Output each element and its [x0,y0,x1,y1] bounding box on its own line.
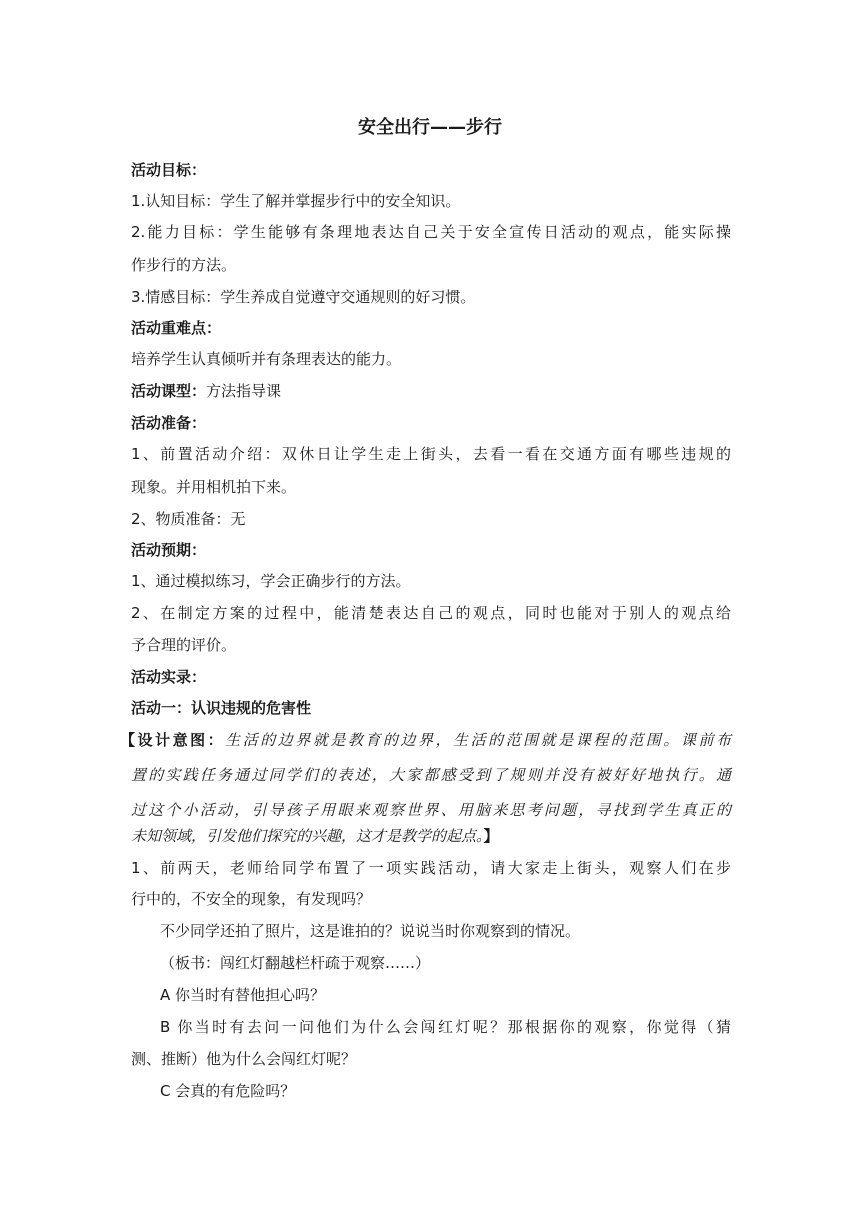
expectation-item1: 1、通过模拟练习，学会正确步行的方法。 [131,572,411,590]
design-intent-line3: 过这个小活动，引导孩子用眼来观察世界、用脑来思考问题，寻找到学生真正的 [131,801,731,819]
lesson-type-heading: 活动课型： [131,382,207,400]
question-c: C 会真的有危险吗？ [160,1082,296,1100]
expectation-item2-line1: 2、在制定方案的过程中，能清楚表达自己的观点，同时也能对于别人的观点给 [131,604,731,622]
question-a: A 你当时有替他担心吗？ [160,986,326,1004]
lesson-type [131,378,731,404]
question-b-line1: B 你当时有去问一问他们为什么会闯红灯呢？那根据你的观察，你觉得（猜 [160,1018,731,1036]
preparation-item1-line2: 现象。并用相机拍下来。 [131,478,297,496]
goal-ability-line1: 2.能力目标：学生能够有条理地表达自己关于安全宣传日活动的观点，能实际操 [131,223,731,241]
expectation-item2-line2: 予合理的评价。 [131,636,237,654]
photos-paragraph: 不少同学还拍了照片，这是谁拍的？说说当时你观察到的情况。 [160,922,581,940]
preparation-item1-line1: 1、前置活动介绍：双休日让学生走上街头，去看一看在交通方面有哪些违规的 [131,445,731,463]
goals-heading: 活动目标： [131,161,207,179]
expectation-heading: 活动预期： [131,541,207,559]
key-points-text: 培养学生认真倾听并有条理表达的能力。 [131,350,402,368]
design-intent-line4: 未知领域，引发他们探究的兴趣，这才是教学的起点。】 [131,827,499,845]
step1-line2: 行中的，不安全的现象，有发现吗？ [131,890,372,908]
preparation-heading: 活动准备： [131,414,207,432]
design-intent-label: 【设计意图： [120,731,226,749]
design-intent-close: 】 [483,827,499,845]
goal-cognitive: 1.认知目标：学生了解并掌握步行中的安全知识。 [131,192,461,210]
key-points-heading: 活动重难点： [131,319,222,337]
document-title: 安全出行——步行 [358,117,502,138]
activity1-heading: 活动一：认识违规的危害性 [131,699,312,717]
question-b-line2: 测、推断）他为什么会闯红灯呢？ [131,1050,357,1068]
step1-line1: 1、前两天，老师给同学布置了一项实践活动，请大家走上街头，观察人们在步 [131,859,731,877]
goal-emotion: 3.情感目标：学生养成自觉遵守交通规则的好习惯。 [131,288,476,306]
design-intent-line2: 置的实践任务通过同学们的表述，大家都感受到了规则并没有被好好地执行。通 [131,766,731,784]
design-intent-line1: 【设计意图：生活的边界就是教育的边界，生活的范围就是课程的范围。课前布 [120,731,731,749]
preparation-item2: 2、物质准备：无 [131,510,246,528]
record-heading: 活动实录： [131,668,207,686]
goal-ability-line2: 作步行的方法。 [131,256,237,274]
board-note: （板书：闯红灯翻越栏杆疏于观察……） [160,954,431,972]
lesson-type-text: 方法指导课 [206,382,282,400]
